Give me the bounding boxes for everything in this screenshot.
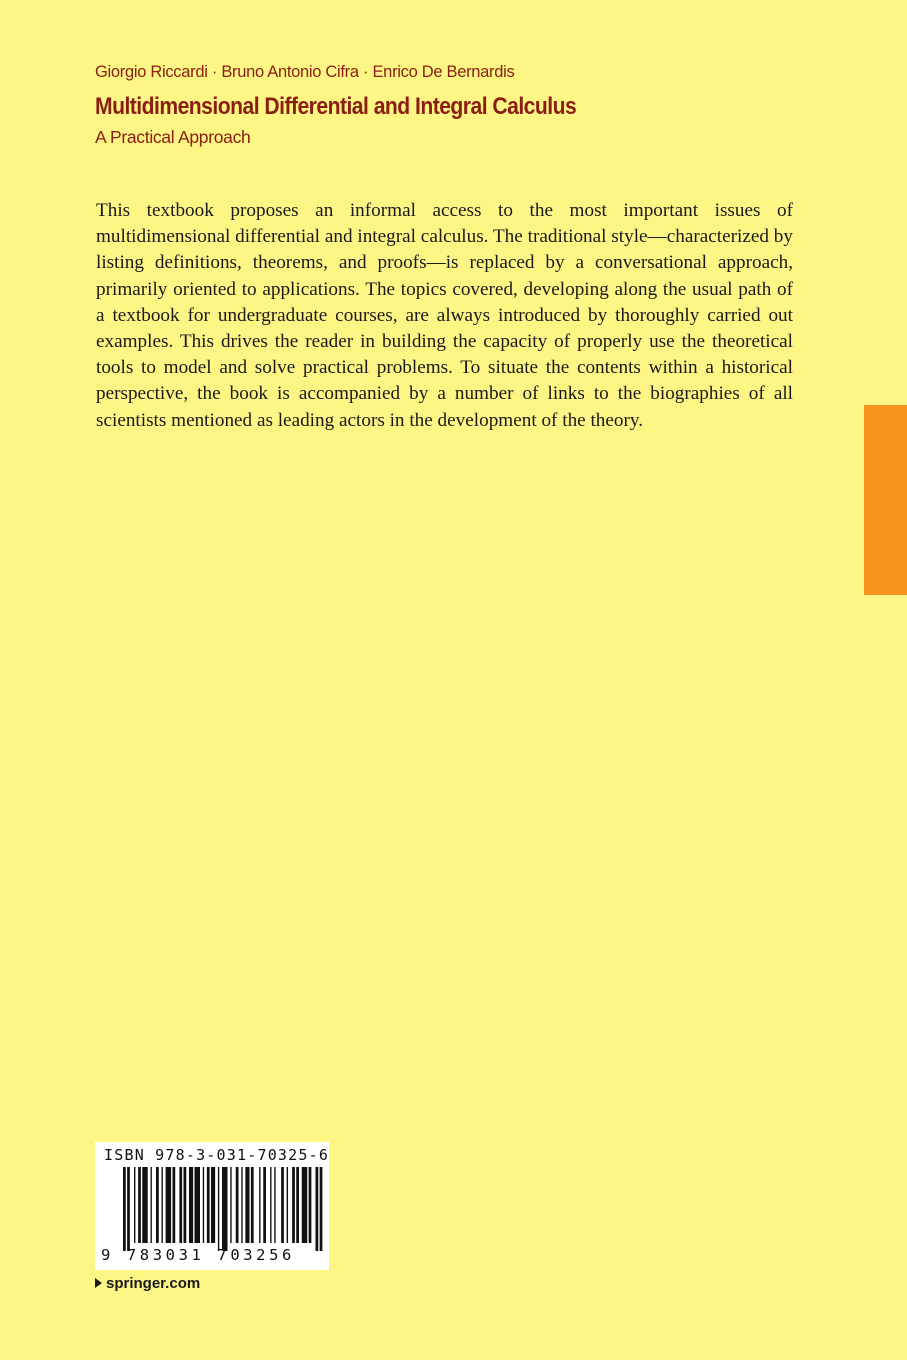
barcode-bar (245, 1167, 249, 1243)
barcode-bar (270, 1167, 271, 1243)
barcode-bar (195, 1167, 201, 1243)
barcode-bar (236, 1167, 239, 1243)
book-subtitle: A Practical Approach (95, 127, 251, 147)
barcode-bar (302, 1167, 308, 1243)
barcode-bar (241, 1167, 242, 1243)
book-title: Multidimensional Differential and Integral Calculus (95, 93, 577, 120)
barcode-bar (123, 1167, 126, 1251)
barcode-bar (138, 1167, 141, 1243)
barcode-bar (320, 1167, 323, 1251)
barcode-bar (287, 1167, 288, 1243)
barcode-bar (222, 1167, 228, 1251)
barcode-bar (292, 1167, 295, 1243)
barcode-bar (173, 1167, 176, 1243)
barcode-bar (203, 1167, 204, 1243)
triangle-right-icon (95, 1278, 102, 1288)
barcode-digits: 9 783031 703256 (101, 1246, 295, 1264)
publisher-link[interactable] (95, 1275, 200, 1292)
barcode-bar (259, 1167, 260, 1243)
barcode-bar (251, 1167, 254, 1243)
orange-spine-tab (864, 405, 907, 595)
barcode-bar (166, 1167, 172, 1243)
barcode-bar (274, 1167, 275, 1243)
isbn-barcode-box (95, 1142, 329, 1270)
book-description: This textbook proposes an informal access to the most important issues of multidimensional differential and integral calculus. The traditional style—characterized by listing definitions, theorems, and proofs—is replaced by a conversational approach, primarily oriented to applications. The topics covered, developing along the usual path of a textbook for undergraduate courses, are always introduced by thoroughly carried out examples. This drives the reader in building the capacity of properly use the theoretical tools to model and solve practical problems. To situate the contents within a historical perspective, the book is accompanied by a number of links to the biographies of all scientists mentioned as leading actors in the development of the theory. (96, 200, 793, 431)
barcode-bar (263, 1167, 266, 1243)
isbn-label: ISBN 978-3-031-70325-6 (104, 1146, 330, 1164)
publisher-website: springer.com (106, 1275, 201, 1292)
barcode-bar (309, 1167, 312, 1243)
barcode-bar (127, 1167, 130, 1251)
barcode-bar (156, 1167, 159, 1243)
barcode-bar (142, 1167, 148, 1243)
barcode-bar (207, 1167, 210, 1243)
barcode-bar (230, 1167, 231, 1243)
barcode-bar (151, 1167, 152, 1243)
barcode-bar (281, 1167, 284, 1243)
barcode-bar (296, 1167, 299, 1243)
barcode-bar (134, 1167, 135, 1243)
barcode-bar (179, 1167, 182, 1243)
barcode-bar (162, 1167, 163, 1243)
barcode-bar (211, 1167, 215, 1243)
barcode-bar (316, 1167, 319, 1251)
barcode-bar (189, 1167, 193, 1243)
barcode-bar (184, 1167, 187, 1243)
authors-line: Giorgio Riccardi · Bruno Antonio Cifra · Enrico De Bernardis (95, 63, 515, 81)
barcode-bar (218, 1167, 219, 1251)
